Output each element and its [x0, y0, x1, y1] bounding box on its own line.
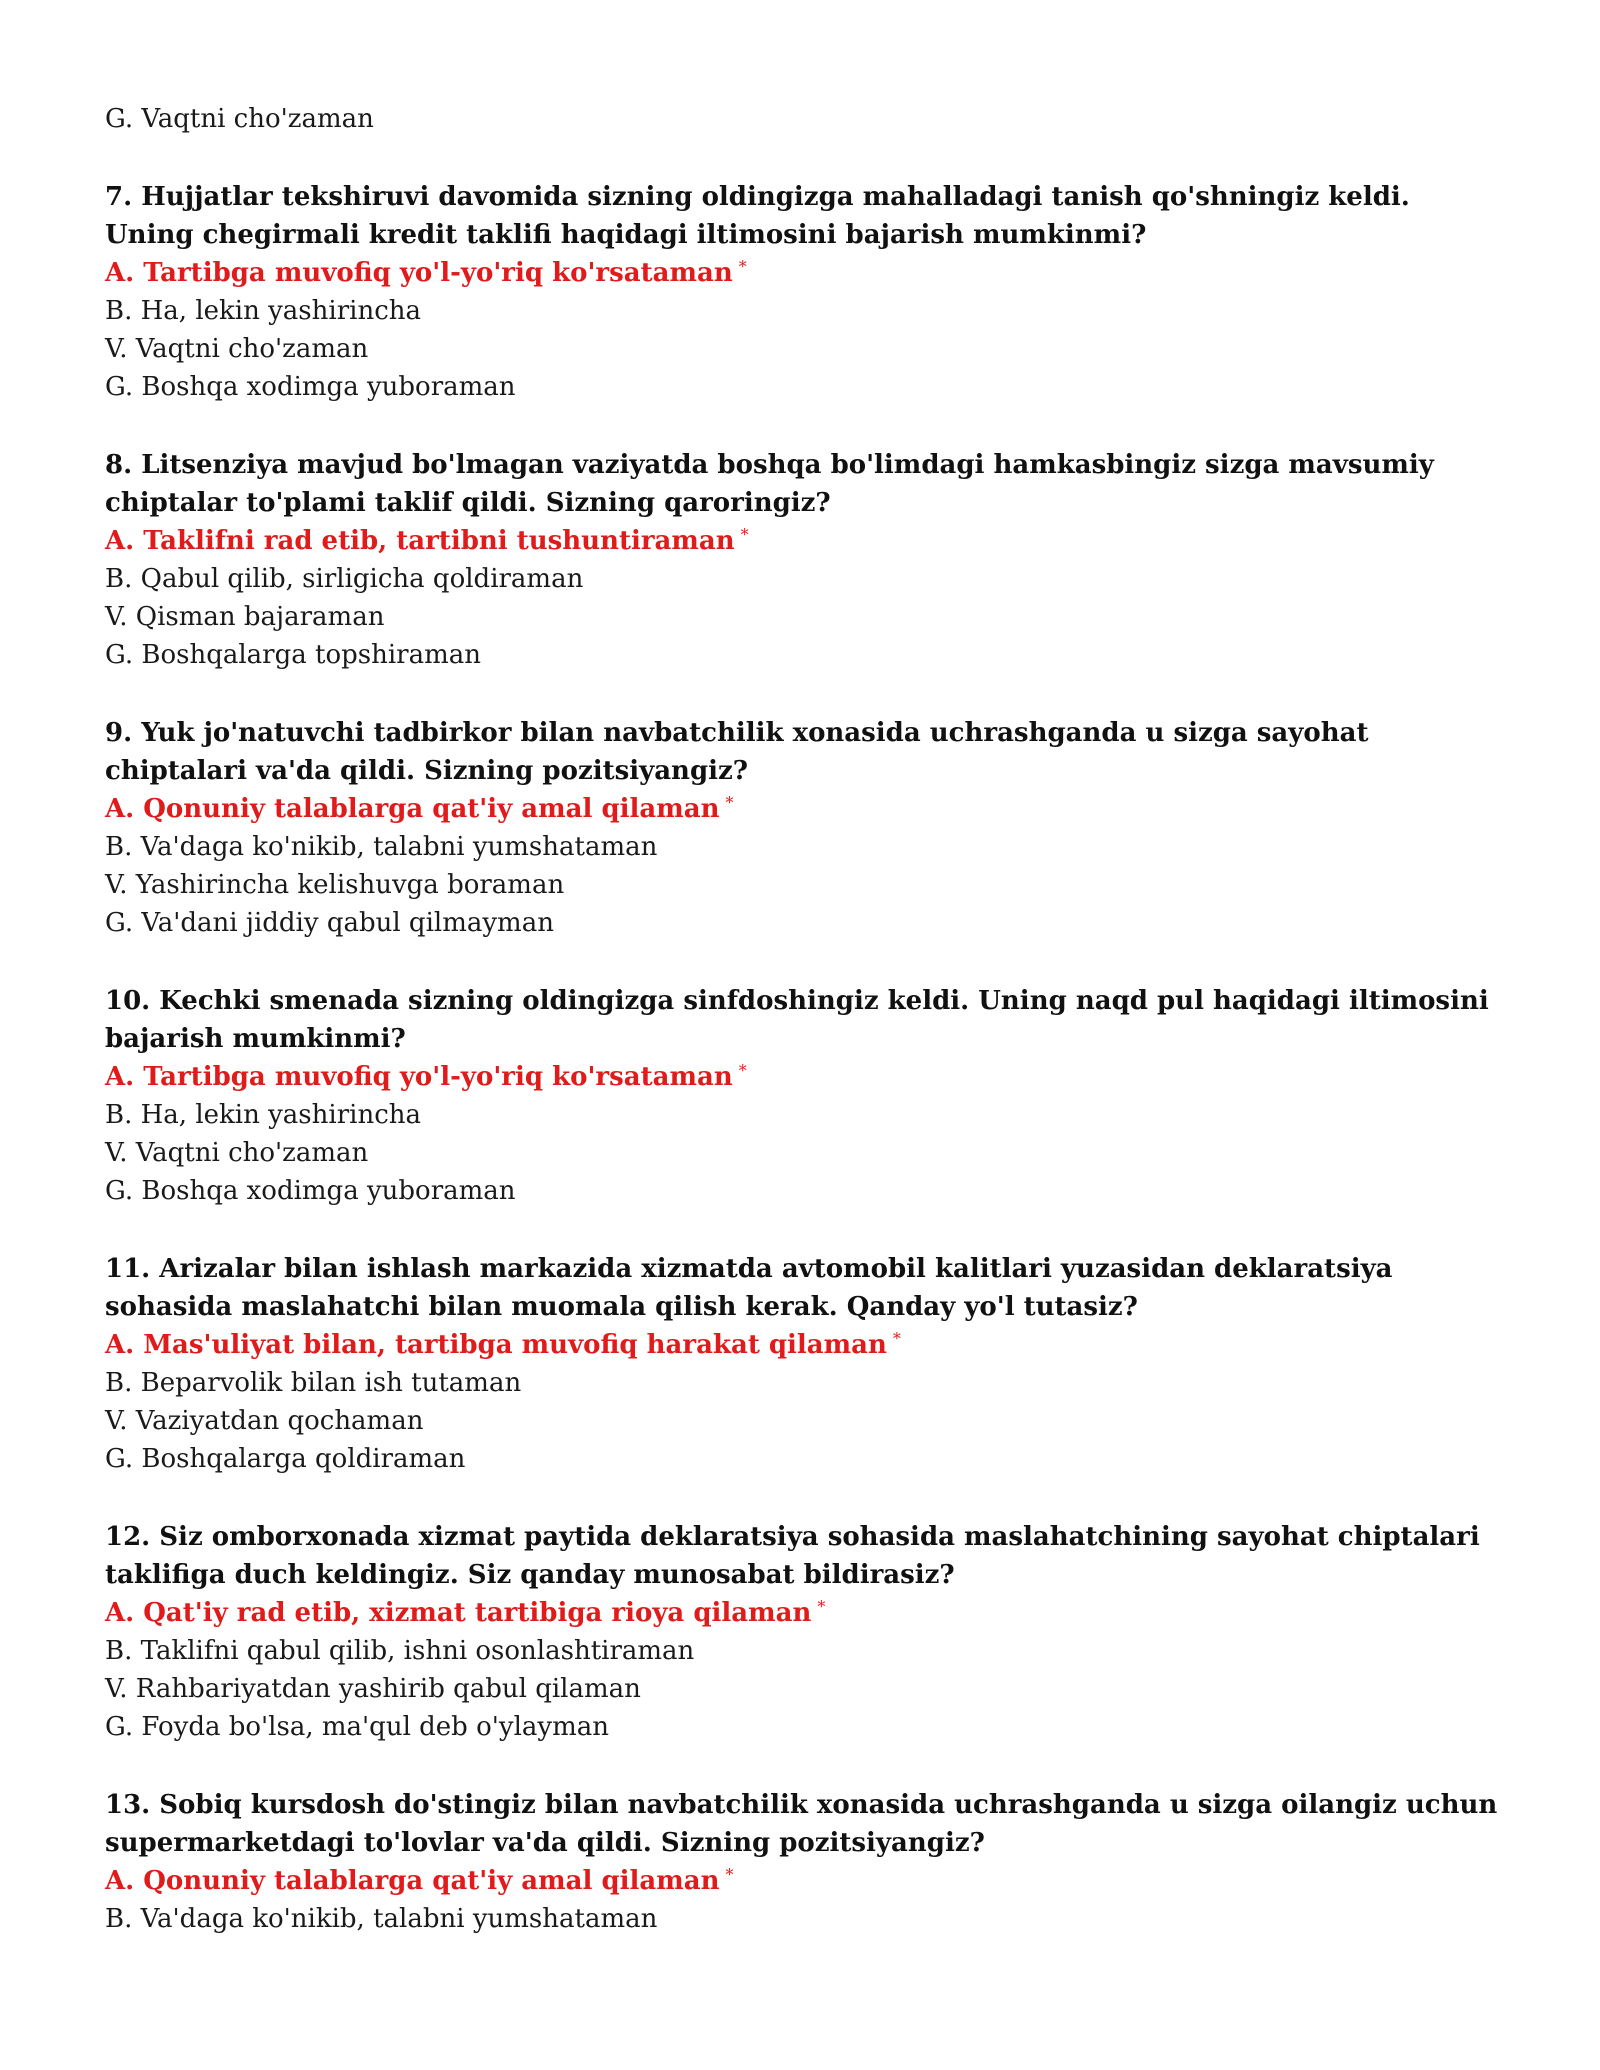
option: V. Vaziyatdan qochaman — [105, 1406, 424, 1436]
question-text: 8. Litsenziya mavjud bo'lmagan vaziyatda boshqa bo'limdagi hamkasbingiz sizga mavsumiy chiptalar to'plami taklif qildi. Sizning qaroringiz? — [105, 450, 1434, 518]
option: V. Rahbariyatdan yashirib qabul qilaman — [105, 1674, 641, 1704]
question-text: 10. Kechki smenada sizning oldingizga sinfdoshingiz keldi. Uning naqd pul haqidagi iltimosini bajarish mumkinmi? — [105, 986, 1489, 1054]
option: B. Va'daga ko'nikib, talabni yumshataman — [105, 1904, 658, 1934]
option-text: G. Vaqtni cho'zaman — [105, 104, 374, 134]
option: G. Va'dani jiddiy qabul qilmayman — [105, 908, 554, 938]
question-text: 12. Siz omborxonada xizmat paytida deklaratsiya sohasida maslahatchining sayohat chiptalari taklifiga duch keldingiz. Siz qanday munosabat bildirasiz? — [105, 1522, 1480, 1590]
correct-option — [105, 790, 1505, 828]
correct-marker-icon: * — [738, 257, 747, 276]
correct-marker-icon: * — [738, 1061, 747, 1080]
correct-marker-icon: * — [817, 1597, 826, 1616]
correct-option — [105, 1326, 1505, 1364]
correct-option — [105, 522, 1505, 560]
option-text: A. Qonuniy talablarga qat'iy amal qilaman — [105, 1866, 720, 1896]
question-text: 7. Hujjatlar tekshiruvi davomida sizning oldingizga mahalladagi tanish qo'shningiz keldi. Uning chegirmali kredit taklifi haqidagi iltimosini bajarish mumkinmi? — [105, 182, 1410, 250]
correct-marker-icon: * — [892, 1329, 901, 1348]
question-text: 9. Yuk jo'natuvchi tadbirkor bilan navbatchilik xonasida uchrashganda u sizga sayohat chiptalari va'da qildi. Sizning pozitsiyangiz? — [105, 718, 1369, 786]
option-text: A. Tartibga muvofiq yo'l-yo'riq ko'rsataman — [105, 258, 733, 288]
option: V. Vaqtni cho'zaman — [105, 1138, 369, 1168]
option-text: A. Tartibga muvofiq yo'l-yo'riq ko'rsataman — [105, 1062, 733, 1092]
correct-marker-icon: * — [725, 793, 734, 812]
option-text: A. Qonuniy talablarga qat'iy amal qilaman — [105, 794, 720, 824]
document-page — [105, 100, 1505, 1978]
correct-option — [105, 1594, 1505, 1632]
correct-option — [105, 254, 1505, 292]
option: G. Boshqa xodimga yuboraman — [105, 372, 516, 402]
option: G. Boshqalarga topshiraman — [105, 640, 481, 670]
option: G. Foyda bo'lsa, ma'qul deb o'ylayman — [105, 1712, 609, 1742]
option: B. Va'daga ko'nikib, talabni yumshataman — [105, 832, 658, 862]
question-block — [105, 714, 1505, 942]
option: B. Taklifni qabul qilib, ishni osonlashtiraman — [105, 1636, 695, 1666]
option: V. Vaqtni cho'zaman — [105, 334, 369, 364]
option: V. Yashirincha kelishuvga boraman — [105, 870, 565, 900]
correct-option — [105, 1058, 1505, 1096]
correct-marker-icon: * — [725, 1865, 734, 1884]
question-block — [105, 1518, 1505, 1746]
option: B. Ha, lekin yashirincha — [105, 1100, 422, 1130]
option: B. Ha, lekin yashirincha — [105, 296, 422, 326]
option: B. Qabul qilib, sirligicha qoldiraman — [105, 564, 584, 594]
question-block — [105, 178, 1505, 406]
option-text: A. Mas'uliyat bilan, tartibga muvofiq harakat qilaman — [105, 1330, 887, 1360]
question-text: 11. Arizalar bilan ishlash markazida xizmatda avtomobil kalitlari yuzasidan deklaratsiya sohasida maslahatchi bilan muomala qilish kerak. Qanday yo'l tutasiz? — [105, 1254, 1393, 1322]
option: V. Qisman bajaraman — [105, 602, 385, 632]
option: G. Boshqa xodimga yuboraman — [105, 1176, 516, 1206]
question-block — [105, 446, 1505, 674]
option-text: A. Qat'iy rad etib, xizmat tartibiga rioya qilaman — [105, 1598, 812, 1628]
option: B. Beparvolik bilan ish tutaman — [105, 1368, 522, 1398]
question-block — [105, 1250, 1505, 1478]
option: G. Boshqalarga qoldiraman — [105, 1444, 466, 1474]
option-text: A. Taklifni rad etib, tartibni tushuntiraman — [105, 526, 735, 556]
question-text: 13. Sobiq kursdosh do'stingiz bilan navbatchilik xonasida uchrashganda u sizga oilangiz uchun supermarketdagi to'lovlar va'da qildi. Sizning pozitsiyangiz? — [105, 1790, 1498, 1858]
question-block — [105, 982, 1505, 1210]
correct-marker-icon: * — [740, 525, 749, 544]
question-block — [105, 1786, 1505, 1938]
correct-option — [105, 1862, 1505, 1900]
